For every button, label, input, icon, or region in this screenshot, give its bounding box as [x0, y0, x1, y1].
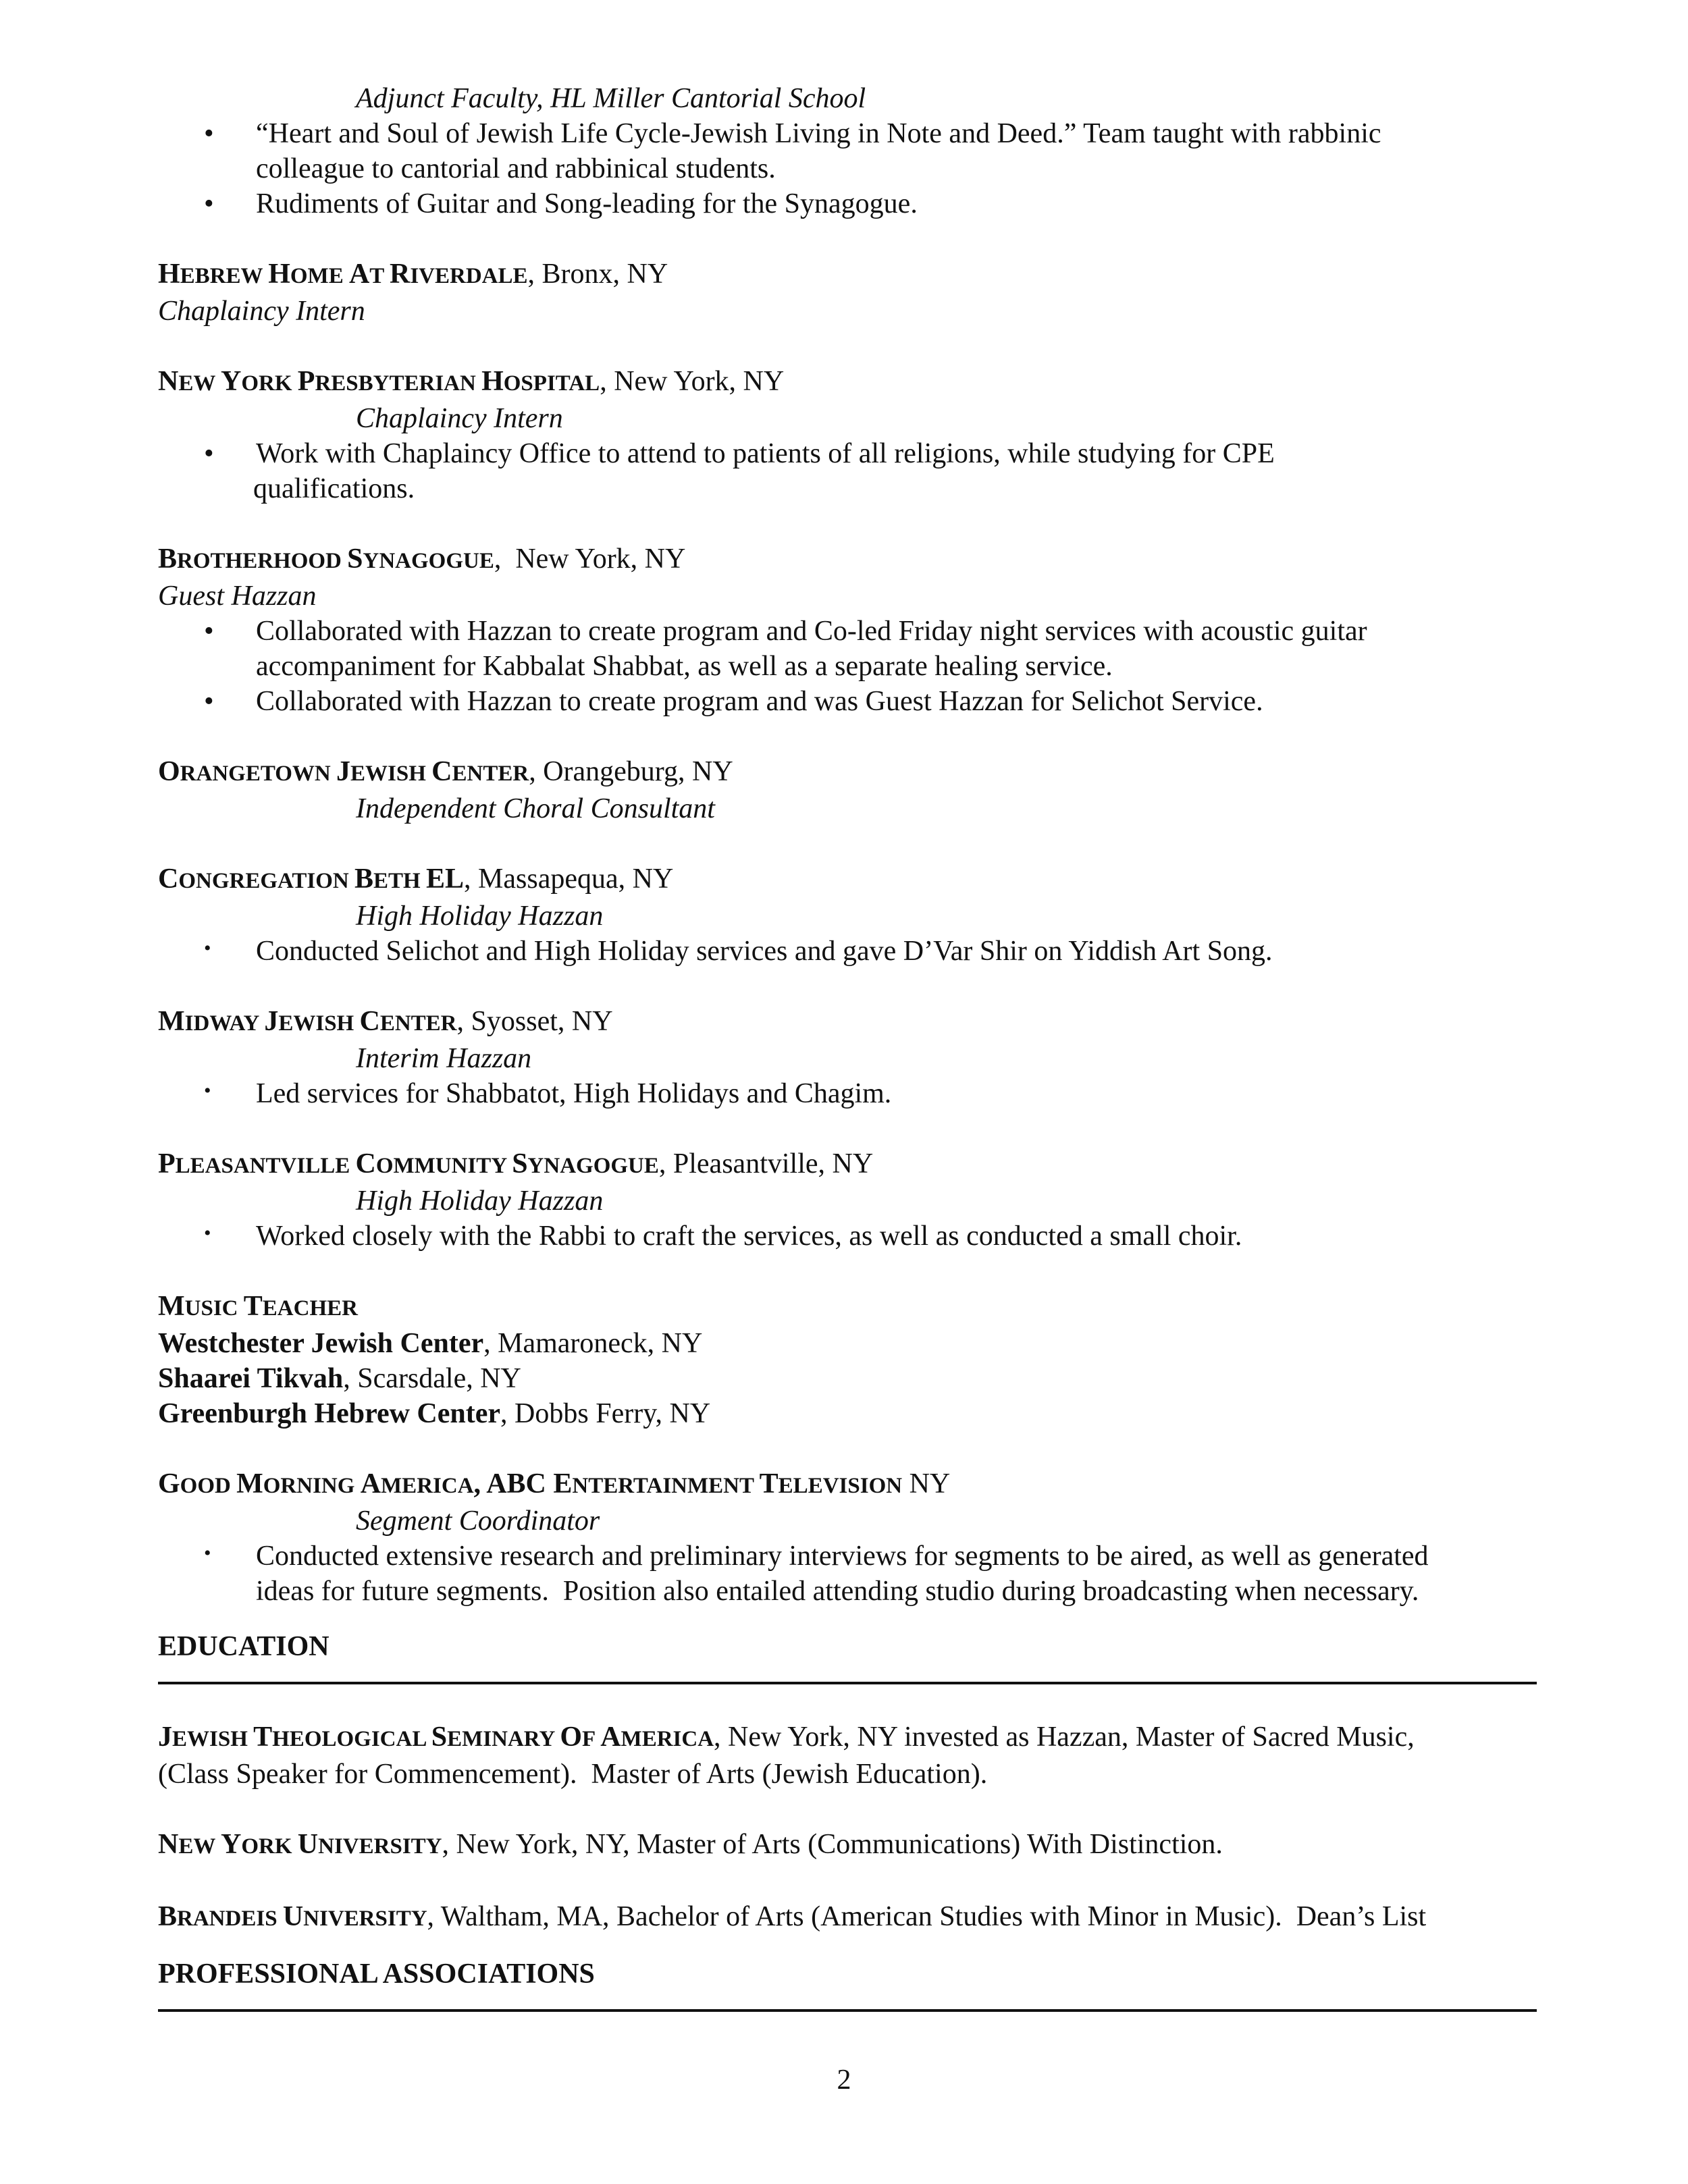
- section-divider: [158, 2009, 1537, 2012]
- school-line: Westchester Jewish Center, Mamaroneck, NY: [158, 1328, 703, 1359]
- entry-jts: JEWISH THEOLOGICAL SEMINARY OF AMERICA, New York, NY invested as Hazzan, Master of Sacred Music, (Class Speaker for Commencement). Master of Arts (Jewish Education).: [158, 1722, 1415, 1790]
- org-heading: HEBREW HOME AT RIVERDALE, Bronx, NY: [158, 259, 668, 290]
- org-heading: GOOD MORNING AMERICA, ABC ENTERTAINMENT TELEVISION NY: [158, 1468, 951, 1499]
- school-line: Shaarei Tikvah, Scarsdale, NY: [158, 1363, 521, 1394]
- role-title: Segment Coordinator: [356, 1506, 600, 1537]
- entry-brotherhood: [158, 541, 1537, 719]
- bullet-item: • Rudiments of Guitar and Song-leading for the Synagogue.: [158, 186, 1537, 221]
- role-title: Interim Hazzan: [356, 1043, 532, 1074]
- bullet-item: • Conducted Selichot and High Holiday services and gave D’Var Shir on Yiddish Art Song.: [158, 934, 1537, 969]
- entry-pleasantville: [158, 1146, 1537, 1254]
- bullet-item: • “Heart and Soul of Jewish Life Cycle-Jewish Living in Note and Deed.” Team taught with rabbinic colleague to cantorial and rabbinical students.: [158, 116, 1537, 186]
- entry-brandeis: BRANDEIS UNIVERSITY, Waltham, MA, Bachelor of Arts (American Studies with Minor in Music). Dean’s List: [158, 1901, 1427, 1932]
- bullet-icon: •: [204, 937, 211, 959]
- bullet-list: [158, 116, 1537, 221]
- org-heading: NEW YORK PRESBYTERIAN HOSPITAL, New York, NY: [158, 366, 785, 397]
- bullet-icon: •: [204, 616, 214, 647]
- bullet-icon: •: [204, 118, 214, 149]
- section-title-education: EDUCATION: [158, 1631, 329, 1662]
- bullet-icon: •: [204, 1222, 211, 1244]
- entry-orangetown: [158, 754, 1537, 826]
- entry-hebrew-home: [158, 257, 1537, 329]
- bullet-item: • Collaborated with Hazzan to create program and Co-led Friday night services with acoustic guitar accompaniment for Kabbalat Shabbat, as well as a separate healing service.: [158, 614, 1537, 684]
- page-number: 2: [837, 2065, 851, 2096]
- role-title: Independent Choral Consultant: [356, 793, 715, 824]
- bullet-item: • Work with Chaplaincy Office to attend to patients of all religions, while studying for CPE qualifications.: [158, 436, 1537, 506]
- bullet-list: [158, 934, 1537, 969]
- section-title-professional: PROFESSIONAL ASSOCIATIONS: [158, 1959, 595, 1990]
- role-title: Guest Hazzan: [158, 581, 317, 612]
- bullet-item: • Led services for Shabbatot, High Holidays and Chagim.: [158, 1076, 1537, 1111]
- entry-gma: [158, 1466, 1537, 1609]
- resume-page: [158, 81, 1537, 2047]
- bullet-item: • Worked closely with the Rabbi to craft the services, as well as conducted a small choir.: [158, 1219, 1537, 1254]
- bullet-list: [158, 1076, 1537, 1111]
- bullet-icon: •: [204, 686, 214, 717]
- role-title: High Holiday Hazzan: [356, 901, 604, 932]
- bullet-icon: •: [204, 1542, 211, 1564]
- bullet-list: [158, 614, 1537, 719]
- org-heading: MIDWAY JEWISH CENTER, Syosset, NY: [158, 1006, 613, 1037]
- bullet-list: [158, 1219, 1537, 1254]
- school-line: Greenburgh Hebrew Center, Dobbs Ferry, NY: [158, 1398, 711, 1429]
- entry-hl-miller: [158, 81, 1537, 221]
- entry-nyu: NEW YORK UNIVERSITY, New York, NY, Master of Arts (Communications) With Distinction.: [158, 1829, 1223, 1860]
- org-heading: CONGREGATION BETH EL, Massapequa, NY: [158, 863, 674, 895]
- role-title: Chaplaincy Intern: [356, 403, 563, 434]
- entry-beth-el: [158, 861, 1537, 969]
- entry-midway: [158, 1004, 1537, 1111]
- org-heading: PLEASANTVILLE COMMUNITY SYNAGOGUE, Pleasantville, NY: [158, 1148, 874, 1179]
- section-divider: [158, 1682, 1537, 1684]
- bullet-icon: •: [204, 1080, 211, 1102]
- bullet-icon: •: [204, 438, 214, 469]
- bullet-icon: •: [204, 188, 214, 219]
- role-title: High Holiday Hazzan: [356, 1186, 604, 1217]
- bullet-item: • Collaborated with Hazzan to create program and was Guest Hazzan for Selichot Service.: [158, 684, 1537, 719]
- bullet-list: [158, 436, 1537, 506]
- role-title: Adjunct Faculty, HL Miller Cantorial School: [356, 83, 866, 114]
- role-title: Chaplaincy Intern: [158, 296, 365, 327]
- entry-music-teacher: [158, 1289, 1537, 1431]
- entry-nyp: [158, 364, 1537, 506]
- org-heading: ORANGETOWN JEWISH CENTER, Orangeburg, NY: [158, 756, 733, 787]
- bullet-list: [158, 1539, 1537, 1609]
- bullet-item: • Conducted extensive research and preliminary interviews for segments to be aired, as well as generated ideas for future segments. Position also entailed attending studio during broadcasting when necessary.: [158, 1539, 1537, 1609]
- org-heading: BROTHERHOOD SYNAGOGUE, New York, NY: [158, 543, 686, 575]
- org-heading: MUSIC TEACHER: [158, 1291, 358, 1322]
